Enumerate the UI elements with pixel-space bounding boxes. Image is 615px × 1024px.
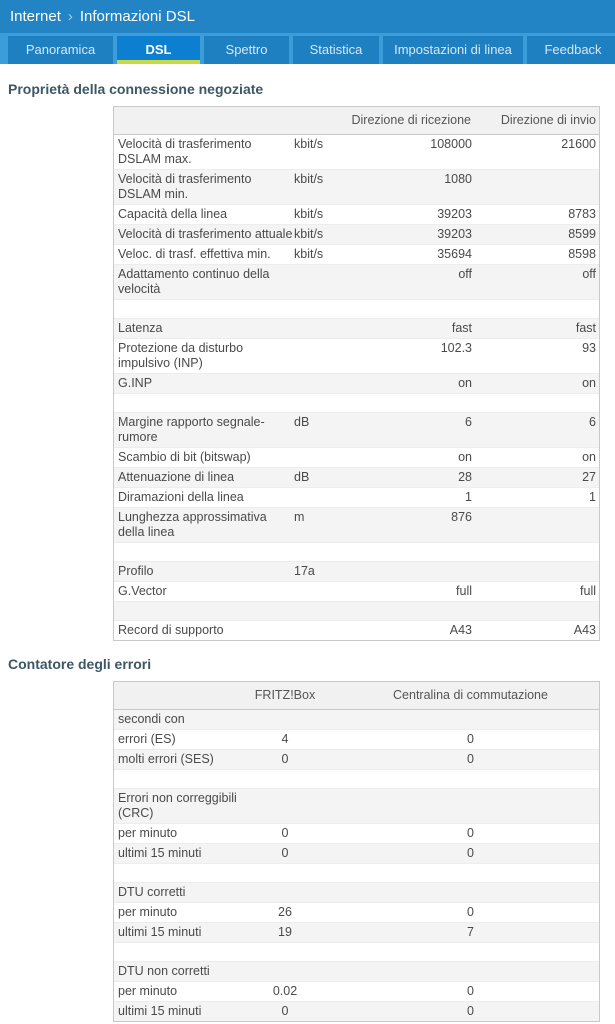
breadcrumb-page-title: Informazioni DSL [79, 8, 195, 25]
cell-label: Errori non correggibili (CRC) [118, 791, 237, 820]
cell-fritzbox-value: 0.02 [272, 984, 298, 998]
cell-label: Record di supporto [118, 623, 224, 637]
table-row [114, 843, 599, 863]
cell-unit: m [294, 510, 305, 524]
cell-label: DTU non corretti [118, 964, 210, 978]
cell-label [114, 945, 254, 959]
error-counter-table [113, 681, 600, 1022]
cell-label: Lunghezza approssimativa della linea [118, 510, 267, 539]
table-row [114, 581, 599, 601]
cell-exchange-value [316, 964, 599, 979]
section-title-errors: Contatore degli errori [8, 656, 152, 672]
table-row [114, 981, 599, 1001]
cell-unit [294, 490, 346, 505]
cell-rx-value [346, 564, 474, 579]
cell-tx-value [474, 545, 599, 559]
cell-fritzbox-value: 0 [281, 752, 289, 766]
cell-tx-value: 27 [582, 470, 596, 484]
cell-label: Scambio di bit (bitswap) [118, 450, 251, 464]
breadcrumb-section-link[interactable]: Internet [10, 8, 61, 25]
cell-unit [294, 396, 346, 410]
cell-rx-value: 108000 [430, 137, 472, 151]
cell-rx-value [346, 604, 474, 618]
table-row [114, 412, 599, 447]
cell-exchange-value [316, 885, 599, 900]
column-header-exchange: Centralina di commutazione [393, 688, 548, 702]
cell-rx-value: 28 [458, 470, 472, 484]
error-table-header [114, 682, 599, 710]
column-header-tx: Direzione di invio [500, 113, 596, 127]
cell-fritzbox-value: 0 [281, 826, 289, 840]
table-spacer-row [114, 542, 599, 561]
cell-label [114, 396, 294, 410]
table-row [114, 447, 599, 467]
connection-table [113, 106, 600, 641]
cell-tx-value [474, 396, 599, 410]
table-row [114, 467, 599, 487]
cell-fritzbox-value: 26 [278, 905, 292, 919]
cell-rx-value: full [456, 584, 472, 598]
cell-label: Velocità di trasferimento DSLAM min. [118, 172, 252, 201]
tab-spettro[interactable]: Spettro [204, 36, 289, 64]
cell-label: Velocità di trasferimento DSLAM max. [118, 137, 252, 166]
cell-label [114, 545, 294, 559]
cell-label: Veloc. di trasf. effettiva min. [118, 247, 271, 261]
table-row [114, 823, 599, 843]
cell-unit: kbit/s [294, 207, 324, 221]
header-spacer [114, 113, 294, 128]
cell-unit [294, 545, 346, 559]
cell-exchange-value: 0 [467, 752, 474, 766]
table-spacer-row [114, 863, 599, 882]
cell-tx-value [474, 172, 599, 202]
cell-unit [294, 321, 346, 336]
cell-label: per minuto [118, 826, 178, 840]
cell-label: DTU corretti [118, 885, 186, 899]
cell-fritzbox-value: 19 [278, 925, 292, 939]
tab-feedback[interactable]: Feedback [527, 36, 615, 64]
cell-tx-value: A43 [573, 623, 596, 637]
cell-rx-value: on [458, 376, 472, 390]
cell-unit [294, 623, 346, 638]
cell-unit [294, 450, 346, 465]
table-spacer-row [114, 942, 599, 961]
cell-label: Profilo [118, 564, 154, 578]
cell-rx-value: off [458, 267, 472, 281]
cell-label [114, 302, 294, 316]
cell-tx-value [474, 564, 599, 579]
table-row [114, 373, 599, 393]
cell-rx-value [346, 396, 474, 410]
cell-tx-value: 93 [582, 341, 596, 355]
table-row [114, 135, 599, 169]
table-row [114, 244, 599, 264]
cell-label: molti errori (SES) [118, 752, 214, 766]
cell-tx-value: off [582, 267, 596, 281]
table-row [114, 487, 599, 507]
cell-rx-value: 39203 [437, 207, 472, 221]
cell-rx-value: 1080 [444, 172, 472, 186]
cell-label: Attenuazione di linea [118, 470, 235, 484]
cell-unit [294, 267, 346, 297]
tab-impostazioni-di-linea[interactable]: Impostazioni di linea [383, 36, 523, 64]
cell-label: per minuto [118, 984, 178, 998]
cell-unit [294, 302, 346, 316]
table-row [114, 961, 599, 981]
cell-label: G.INP [118, 376, 153, 390]
cell-fritzbox-value: 0 [281, 1004, 289, 1018]
cell-fritzbox-value [254, 964, 316, 979]
table-spacer-row [114, 601, 599, 620]
cell-label: Velocità di trasferimento attuale [118, 227, 293, 241]
cell-rx-value: fast [451, 321, 472, 335]
cell-fritzbox-value [254, 866, 316, 880]
cell-tx-value: 8598 [568, 247, 596, 261]
cell-tx-value [474, 604, 599, 618]
cell-tx-value [474, 302, 599, 316]
cell-label: Adattamento continuo della velocità [118, 267, 270, 296]
section-title-connection: Proprietà della connessione negoziate [8, 81, 264, 97]
cell-tx-value: 8599 [568, 227, 596, 241]
cell-tx-value: 1 [589, 490, 596, 504]
cell-label [114, 866, 254, 880]
cell-unit: kbit/s [294, 172, 324, 186]
cell-rx-value: 876 [451, 510, 472, 524]
cell-tx-value: on [582, 450, 596, 464]
cell-rx-value: A43 [449, 623, 472, 637]
cell-label: Capacità della linea [118, 207, 228, 221]
table-row [114, 204, 599, 224]
cell-rx-value: 35694 [437, 247, 472, 261]
cell-rx-value [346, 545, 474, 559]
tab-dsl[interactable]: DSL [117, 36, 200, 64]
table-row [114, 710, 599, 729]
table-row [114, 882, 599, 902]
table-row [114, 264, 599, 299]
cell-unit: 17a [294, 564, 315, 578]
cell-rx-value: 39203 [437, 227, 472, 241]
top-bar [0, 0, 615, 33]
cell-label [114, 604, 294, 618]
cell-label: per minuto [118, 905, 178, 919]
cell-exchange-value: 0 [467, 984, 474, 998]
cell-tx-value: full [580, 584, 596, 598]
cell-rx-value [346, 302, 474, 316]
cell-tx-value: 8783 [568, 207, 596, 221]
cell-label: ultimi 15 minuti [118, 1004, 202, 1018]
cell-fritzbox-value: 4 [281, 732, 289, 746]
cell-tx-value: on [582, 376, 596, 390]
cell-unit: kbit/s [294, 137, 324, 151]
cell-rx-value: 102.3 [440, 341, 472, 355]
cell-tx-value: fast [575, 321, 596, 335]
cell-fritzbox-value: 0 [281, 846, 289, 860]
cell-unit: kbit/s [294, 227, 324, 241]
cell-label: ultimi 15 minuti [118, 846, 202, 860]
cell-fritzbox-value [254, 712, 316, 727]
table-row [114, 922, 599, 942]
cell-exchange-value [316, 712, 599, 727]
cell-label: Diramazioni della linea [118, 490, 244, 504]
table-row [114, 561, 599, 581]
table-row [114, 318, 599, 338]
cell-rx-value: 6 [465, 415, 472, 429]
connection-table-header [114, 107, 599, 135]
column-header-rx: Direzione di ricezione [351, 113, 471, 127]
table-spacer-row [114, 393, 599, 412]
cell-tx-value: 21600 [561, 137, 596, 151]
cell-fritzbox-value [254, 945, 316, 959]
cell-label: ultimi 15 minuti [118, 925, 202, 939]
cell-tx-value [474, 510, 599, 540]
cell-exchange-value [316, 791, 599, 821]
cell-unit [294, 341, 346, 371]
cell-label [114, 772, 254, 786]
cell-fritzbox-value [254, 791, 316, 821]
header-spacer [114, 688, 254, 703]
cell-exchange-value: 0 [467, 826, 474, 840]
table-row [114, 507, 599, 542]
cell-exchange-value: 7 [467, 925, 474, 939]
cell-exchange-value [316, 945, 599, 959]
cell-label: Margine rapporto segnale-rumore [118, 415, 265, 444]
cell-unit [294, 584, 346, 599]
cell-label: secondi con [118, 712, 185, 726]
cell-tx-value: 6 [589, 415, 596, 429]
cell-unit: kbit/s [294, 247, 324, 261]
column-header-fritzbox: FRITZ!Box [254, 688, 316, 702]
table-spacer-row [114, 299, 599, 318]
table-row [114, 902, 599, 922]
cell-unit [294, 604, 346, 618]
table-row [114, 749, 599, 769]
table-spacer-row [114, 769, 599, 788]
tab-bar [0, 33, 615, 64]
table-row [114, 729, 599, 749]
cell-label: Latenza [118, 321, 163, 335]
cell-fritzbox-value [254, 885, 316, 900]
table-row [114, 338, 599, 373]
cell-rx-value: 1 [465, 490, 472, 504]
cell-fritzbox-value [254, 772, 316, 786]
cell-rx-value: on [458, 450, 472, 464]
cell-unit [294, 376, 346, 391]
cell-label: Protezione da disturbo impulsivo (INP) [118, 341, 244, 370]
table-row [114, 224, 599, 244]
cell-exchange-value: 0 [467, 1004, 474, 1018]
tab-statistica[interactable]: Statistica [293, 36, 379, 64]
cell-exchange-value: 0 [467, 732, 474, 746]
cell-exchange-value: 0 [467, 905, 474, 919]
cell-label: errori (ES) [118, 732, 176, 746]
cell-exchange-value [316, 772, 599, 786]
breadcrumb-chevron-icon: › [67, 8, 73, 25]
cell-unit: dB [294, 415, 310, 429]
cell-exchange-value [316, 866, 599, 880]
table-row [114, 620, 599, 640]
table-row [114, 169, 599, 204]
tab-panoramica[interactable]: Panoramica [8, 36, 113, 64]
cell-label: G.Vector [118, 584, 167, 598]
table-row [114, 788, 599, 823]
cell-unit: dB [294, 470, 310, 484]
table-row [114, 1001, 599, 1021]
cell-exchange-value: 0 [467, 846, 474, 860]
